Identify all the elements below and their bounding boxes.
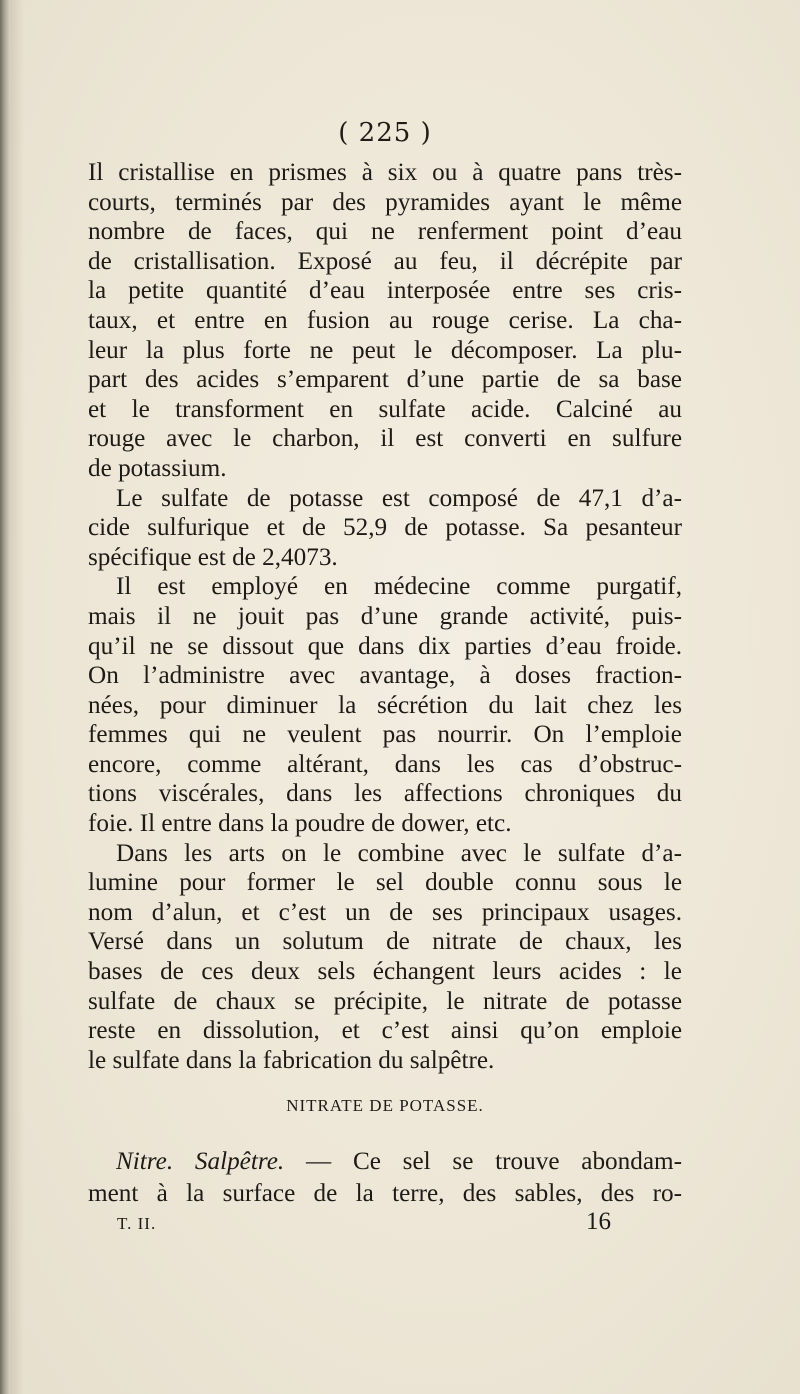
- text-span: — Ce sel se trouve abondam-: [284, 1148, 682, 1175]
- text-line: reste en dissolution, et c’est ainsi qu’on emploie: [88, 1017, 682, 1045]
- text-line: taux, et entre en fusion au rouge cerise. La cha-: [88, 306, 682, 334]
- text-line: ment à la surface de la terre, des sables, des ro-: [88, 1180, 682, 1207]
- text-line: leur la plus forte ne peut le décomposer. La plu-: [88, 336, 682, 364]
- text-line: bases de ces deux sels échangent leurs acides : le: [88, 958, 682, 986]
- binding-shadow: [10, 0, 24, 1394]
- section-heading: NITRATE DE POTASSE.: [286, 1096, 484, 1115]
- text-line: Il est employé en médecine comme purgatif,: [116, 573, 682, 601]
- text-line: femmes qui ne veulent pas nourrir. On l’emploie: [88, 721, 682, 749]
- text-line: sulfate de chaux se précipite, le nitrate de potasse: [88, 987, 682, 1015]
- text-line: foie. Il entre dans la poudre de dower, etc.: [88, 810, 512, 838]
- text-line: cide sulfurique et de 52,9 de potasse. Sa pesanteur: [88, 514, 682, 542]
- text-line: Versé dans un solutum de nitrate de chaux, les: [88, 928, 682, 956]
- text-line: [88, 1146, 682, 1178]
- text-line: le sulfate dans la fabrication du salpêtre.: [88, 1046, 495, 1074]
- body-text-block: [88, 158, 682, 1075]
- signature-mark: T. II.: [117, 1214, 157, 1233]
- text-line: Dans les arts on le combine avec le sulfate d’a-: [116, 839, 682, 867]
- text-line: nombre de faces, qui ne renferment point d’eau: [88, 218, 682, 246]
- text-line: Il cristallise en prismes à six ou à quatre pans très-: [88, 159, 682, 186]
- text-line: et le transforment en sulfate acide. Calciné au: [88, 395, 682, 423]
- page-number: ( 225 ): [338, 118, 432, 148]
- text-line: part des acides s’emparent d’une partie de sa base: [88, 366, 682, 394]
- body-text-block-2: [88, 1146, 682, 1210]
- text-line: nées, pour diminuer la sécrétion du lait chez les: [88, 691, 682, 719]
- text-line: qu’il ne se dissout que dans dix parties d’eau froide.: [88, 632, 682, 660]
- text-line: encore, comme altérant, dans les cas d’obstruc-: [88, 750, 682, 778]
- text-line: spécifique est de 2,4073.: [88, 543, 338, 571]
- text-line: nom d’alun, et c’est un de ses principaux usages.: [88, 898, 682, 926]
- text-line: lumine pour former le sel double connu sous le: [88, 869, 682, 897]
- text-line: courts, terminés par des pyramides ayant le même: [88, 188, 682, 216]
- text-line: rouge avec le charbon, il est converti en sulfure: [88, 425, 682, 453]
- text-line: tions viscérales, dans les affections chroniques du: [88, 780, 682, 808]
- page-binding-edge: [0, 0, 10, 1394]
- italic-term: Nitre. Salpêtre.: [116, 1148, 285, 1175]
- text-line: de cristallisation. Exposé au feu, il décrépite par: [88, 247, 682, 275]
- signature-number: 16: [586, 1208, 611, 1235]
- text-line: de potassium.: [88, 454, 227, 482]
- text-line: la petite quantité d’eau interposée entre ses cris-: [88, 277, 682, 305]
- text-line: Le sulfate de potasse est composé de 47,1 d’a-: [116, 484, 682, 512]
- text-line: mais il ne jouit pas d’une grande activité, puis-: [88, 602, 682, 630]
- text-line: On l’administre avec avantage, à doses fraction-: [88, 662, 682, 690]
